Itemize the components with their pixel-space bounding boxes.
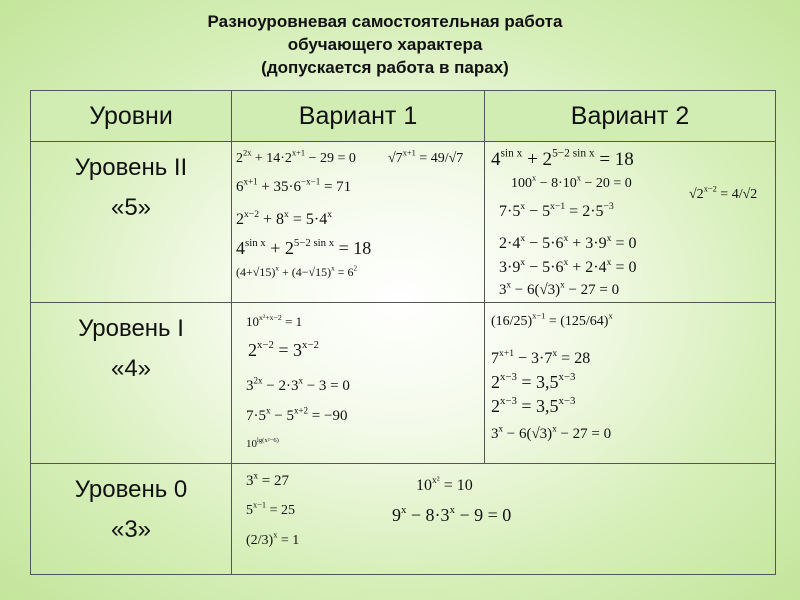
equation: $2^{x-3} = 3,5^{x-3}$ bbox=[491, 370, 576, 392]
title-line-3: (допускается работа в парах) bbox=[261, 58, 509, 77]
equation: $6^{x+1} + 35\cdot 6^{-x-1} = 71$ bbox=[236, 176, 352, 195]
equation: $7\cdot 5^x - 5^{x-1} = 2\cdot 5^{-3}$ bbox=[499, 200, 614, 220]
table-row-level-2 bbox=[31, 142, 776, 303]
equation: $√2^{x-2} = 4/√2$ bbox=[689, 184, 758, 202]
title-line-2: обучающего характера bbox=[287, 35, 483, 54]
level-name: Уровень II bbox=[74, 154, 188, 181]
equation: $10^{x^2+x-2} = 1$ bbox=[246, 313, 303, 329]
level-grade: «5» bbox=[110, 194, 152, 221]
level-grade: «4» bbox=[110, 355, 152, 382]
equation: $2^{2x} + 14\cdot 2^{x+1} - 29 = 0$ bbox=[236, 148, 356, 166]
variant-2-cell bbox=[485, 303, 776, 464]
variant-1-cell bbox=[232, 303, 485, 464]
equation: $3^x = 27$ bbox=[246, 470, 289, 489]
header-variant-2: Вариант 2 bbox=[485, 91, 776, 142]
equation: $3\cdot 9^x - 5\cdot 6^x + 2\cdot 4^x = 0$ bbox=[499, 256, 637, 276]
equation: $(4+√15)^x + (4-√15)^x = 6^2$ bbox=[236, 264, 358, 279]
equation: $4^{sin x} + 2^{5-2 sin x} = 18$ bbox=[491, 147, 634, 170]
level-name: Уровень 0 bbox=[74, 476, 188, 503]
equation: $10^{lg(x^2-6)}$ bbox=[246, 437, 279, 450]
equation: $√7^{x+1} = 49/√7$ bbox=[388, 148, 464, 166]
equation: $2^{x-3} = 3,5^{x-3}$ bbox=[491, 394, 576, 416]
equation: $(16/25)^{x-1} = (125/64)^x$ bbox=[491, 311, 613, 329]
equation: $3^x - 6(√3)^x - 27 = 0$ bbox=[491, 423, 612, 442]
equation: $2\cdot 4^x - 5\cdot 6^x + 3\cdot 9^x = 0$ bbox=[499, 232, 637, 252]
equation: $3^{2x} - 2\cdot 3^x - 3 = 0$ bbox=[246, 375, 350, 394]
equation: $100^x - 8\cdot 10^x - 20 = 0$ bbox=[511, 173, 632, 191]
table-row-level-0 bbox=[31, 464, 776, 575]
equation: $4^{sin x} + 2^{5-2 sin x} = 18$ bbox=[236, 236, 372, 258]
equation: $7\cdot 5^x - 5^{x+2} = -90$ bbox=[246, 405, 348, 424]
variant-2-cell bbox=[485, 142, 776, 303]
table-row-level-1 bbox=[31, 303, 776, 464]
level-grade: «3» bbox=[110, 516, 152, 543]
title-line-1: Разноуровневая самостоятельная работа bbox=[207, 12, 563, 31]
level-cell bbox=[31, 464, 232, 575]
equation: $9^x - 8\cdot 3^x - 9 = 0$ bbox=[392, 503, 512, 525]
level-cell bbox=[31, 303, 232, 464]
variant-merged-cell bbox=[232, 464, 776, 575]
equation: $(2/3)^x = 1$ bbox=[246, 530, 300, 548]
variant-1-cell bbox=[232, 142, 485, 303]
equation: $7^{x+1} - 3\cdot 7^x = 28$ bbox=[491, 347, 591, 367]
header-variant-1: Вариант 1 bbox=[232, 91, 485, 142]
equation: $5^{x-1} = 25$ bbox=[246, 500, 296, 518]
equation: $10^{x^2} = 10$ bbox=[416, 474, 473, 494]
level-cell bbox=[31, 142, 232, 303]
equation: $2^{x-2} + 8^x = 5\cdot 4^x$ bbox=[236, 208, 332, 228]
table-header-row bbox=[31, 91, 776, 142]
equation: $2^{x-2} = 3^{x-2}$ bbox=[248, 338, 319, 360]
equation: $3^x - 6(√3)^x - 27 = 0$ bbox=[499, 279, 620, 298]
tasks-table bbox=[30, 90, 776, 575]
header-levels: Уровни bbox=[31, 91, 232, 142]
slide-title bbox=[150, 10, 620, 79]
level-name: Уровень I bbox=[78, 315, 184, 342]
